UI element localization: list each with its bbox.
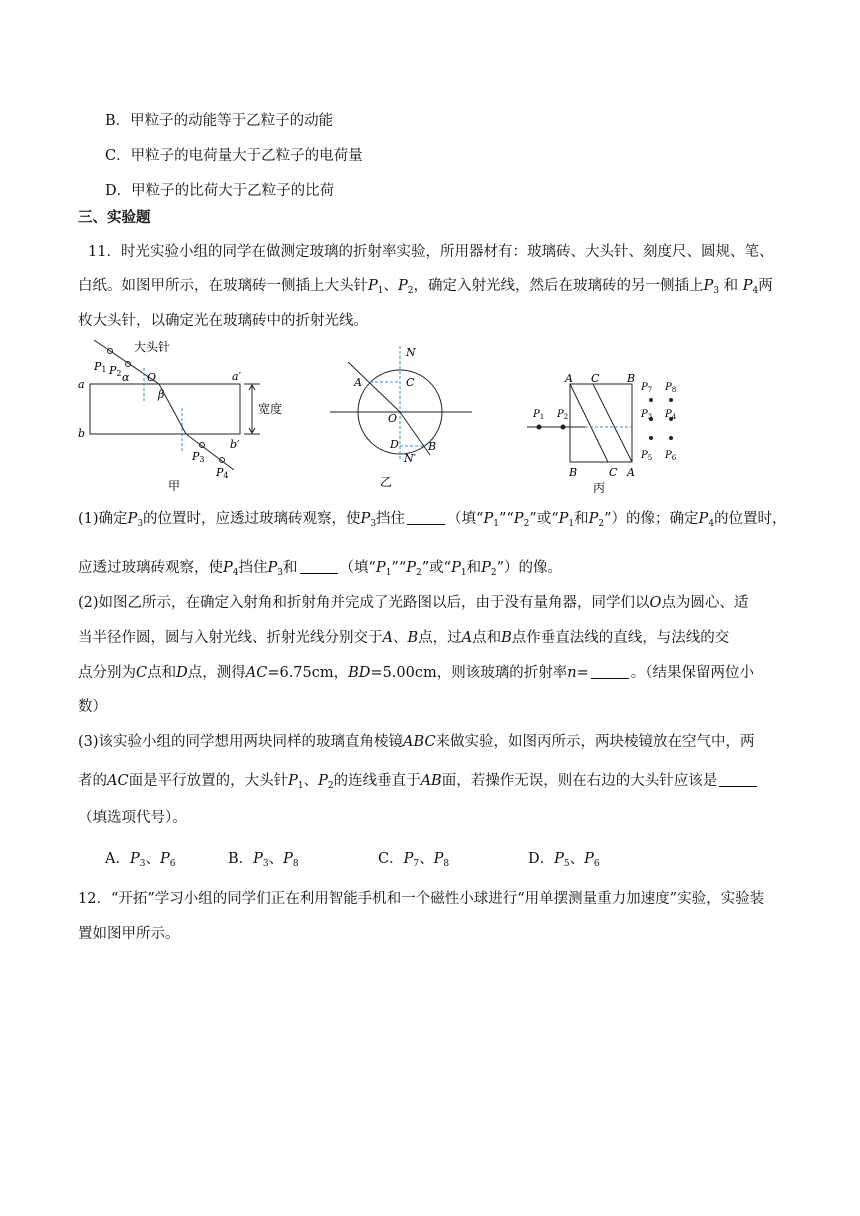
choice-d: D．$P_5$、$P_6$ (528, 851, 600, 869)
q11-part3-line2: 者的AC面是平行放置的，大头针$P_1$、$P_2$的连线垂直于AB面，若操作无误，则在右边的大头针应该是 (78, 771, 759, 796)
svg-text:C: C (406, 376, 415, 389)
q11-intro-line1: 11．时光实验小组的同学在做测定玻璃的折射率实验，所用器材有：玻璃砖、大头针、刻度尺、圆规、笔、 (88, 244, 774, 260)
svg-text:a′: a′ (232, 370, 242, 383)
svg-text:N: N (406, 346, 416, 359)
svg-text:B: B (627, 372, 636, 385)
svg-text:乙: 乙 (380, 475, 393, 489)
answer-blank-2[interactable] (300, 559, 338, 574)
svg-text:b′: b′ (230, 438, 240, 451)
svg-text:O: O (147, 371, 157, 384)
choice-b: B．$P_3$、$P_8$ (228, 851, 299, 869)
svg-text:β: β (158, 388, 165, 401)
figure-yi (330, 342, 480, 502)
section-title: 三、实验题 (78, 209, 151, 226)
answer-blank-3[interactable] (591, 664, 629, 679)
q11-part1-line2: 应透过玻璃砖观察，使$P_4$挡住$P_3$和 （填“$P_1”“P_2$”或“$P_1$和$P_2$”）的像。 (78, 560, 562, 578)
option-b: B．甲粒子的动能等于乙粒子的动能 (105, 113, 334, 129)
option-d: D．甲粒子的比荷大于乙粒子的比荷 (105, 183, 335, 199)
svg-text:宽度: 宽度 (258, 402, 283, 416)
svg-text:P4: $P_4$ (665, 409, 677, 421)
q11-part2-line3: 点分别为C点和D点，测得AC=6.75cm，BD=5.00cm，则该玻璃的折射率n= 。（结果保留两位小 (78, 665, 754, 681)
answer-blank-1[interactable] (407, 510, 445, 525)
svg-text:P8: $P_8$ (665, 382, 677, 394)
svg-text:P1: $P_1$ (533, 409, 545, 421)
svg-text:P5: $P_5$ (641, 450, 653, 462)
svg-text:α: α (122, 371, 130, 384)
svg-text:P4: P4 (216, 466, 229, 480)
q11-part1-line1: (1)确定$P_3$的位置时，应透过玻璃砖观察，使$P_3$挡住 （填“$P_1”“P_2$”或“$P_1$和$P_2$”）的像；确定$P_4$的位置时， (78, 511, 787, 529)
svg-text:b: b (78, 427, 86, 440)
svg-text:O: O (388, 412, 398, 425)
option-c: C．甲粒子的电荷量大于乙粒子的电荷量 (105, 148, 363, 164)
q11-part2-line1: (2)如图乙所示，在确定入射角和折射角并完成了光路图以后，由于没有量角器，同学们以O点为圆心、适 (78, 595, 749, 611)
choice-a: A．$P_3$、$P_6$ (105, 851, 176, 869)
q11-intro-line2: 白纸。如图甲所示，在玻璃砖一侧插上大头针$P_1$、$P_2$，确定入射光线，然后在玻璃砖的另一侧插上$P_3$ 和 $P_4$两 (78, 278, 773, 296)
svg-text:P3: P3 (192, 450, 205, 464)
pin-label: 大头针 (134, 340, 171, 354)
q11-part2-line2: 当半径作圆，圆与入射光线、折射光线分别交于A、B点，过A点和B点作垂直法线的直线，与法线的交 (78, 630, 730, 646)
q11-intro-line3: 枚大头针，以确定光在玻璃砖中的折射光线。 (78, 313, 368, 329)
q11-part3-line3: （填选项代号）。 (78, 810, 187, 826)
q12-line1: 12．“开拓”学习小组的同学们正在利用智能手机和一个磁性小球进行“用单摆测量重力加速度”实验，实验装 (78, 891, 765, 907)
figure-jia (74, 338, 296, 498)
svg-text:P7: $P_7$ (641, 382, 653, 394)
svg-text:A: A (627, 466, 635, 479)
q12-line2: 置如图甲所示。 (78, 926, 180, 942)
svg-text:D: D (390, 438, 399, 451)
svg-text:A: A (565, 372, 573, 385)
svg-text:N′: N′ (404, 452, 417, 465)
svg-text:P1: P1 (94, 360, 107, 374)
svg-text:B: B (569, 466, 578, 479)
svg-text:a: a (78, 378, 85, 391)
svg-text:P3: $P_3$ (641, 409, 653, 421)
svg-text:C: C (591, 372, 600, 385)
svg-text:C: C (609, 466, 618, 479)
q11-part2-line4: 数） (78, 699, 107, 715)
svg-text:B: B (428, 440, 437, 453)
answer-blank-4[interactable] (719, 772, 757, 787)
svg-text:P2: $P_2$ (557, 409, 569, 421)
svg-text:P6: $P_6$ (665, 450, 677, 462)
svg-text:丙: 丙 (593, 481, 606, 495)
q11-part3-line1: (3)该实验小组的同学想用两块同样的玻璃直角棱镜ABC来做实验，如图丙所示，两块棱镜放在空气中，两 (78, 734, 755, 750)
choice-c: C．$P_7$、$P_8$ (378, 851, 450, 869)
svg-text:A: A (354, 376, 362, 389)
svg-text:P2: P2 (109, 364, 122, 378)
figure-bing (525, 372, 700, 497)
svg-text:甲: 甲 (168, 479, 181, 493)
